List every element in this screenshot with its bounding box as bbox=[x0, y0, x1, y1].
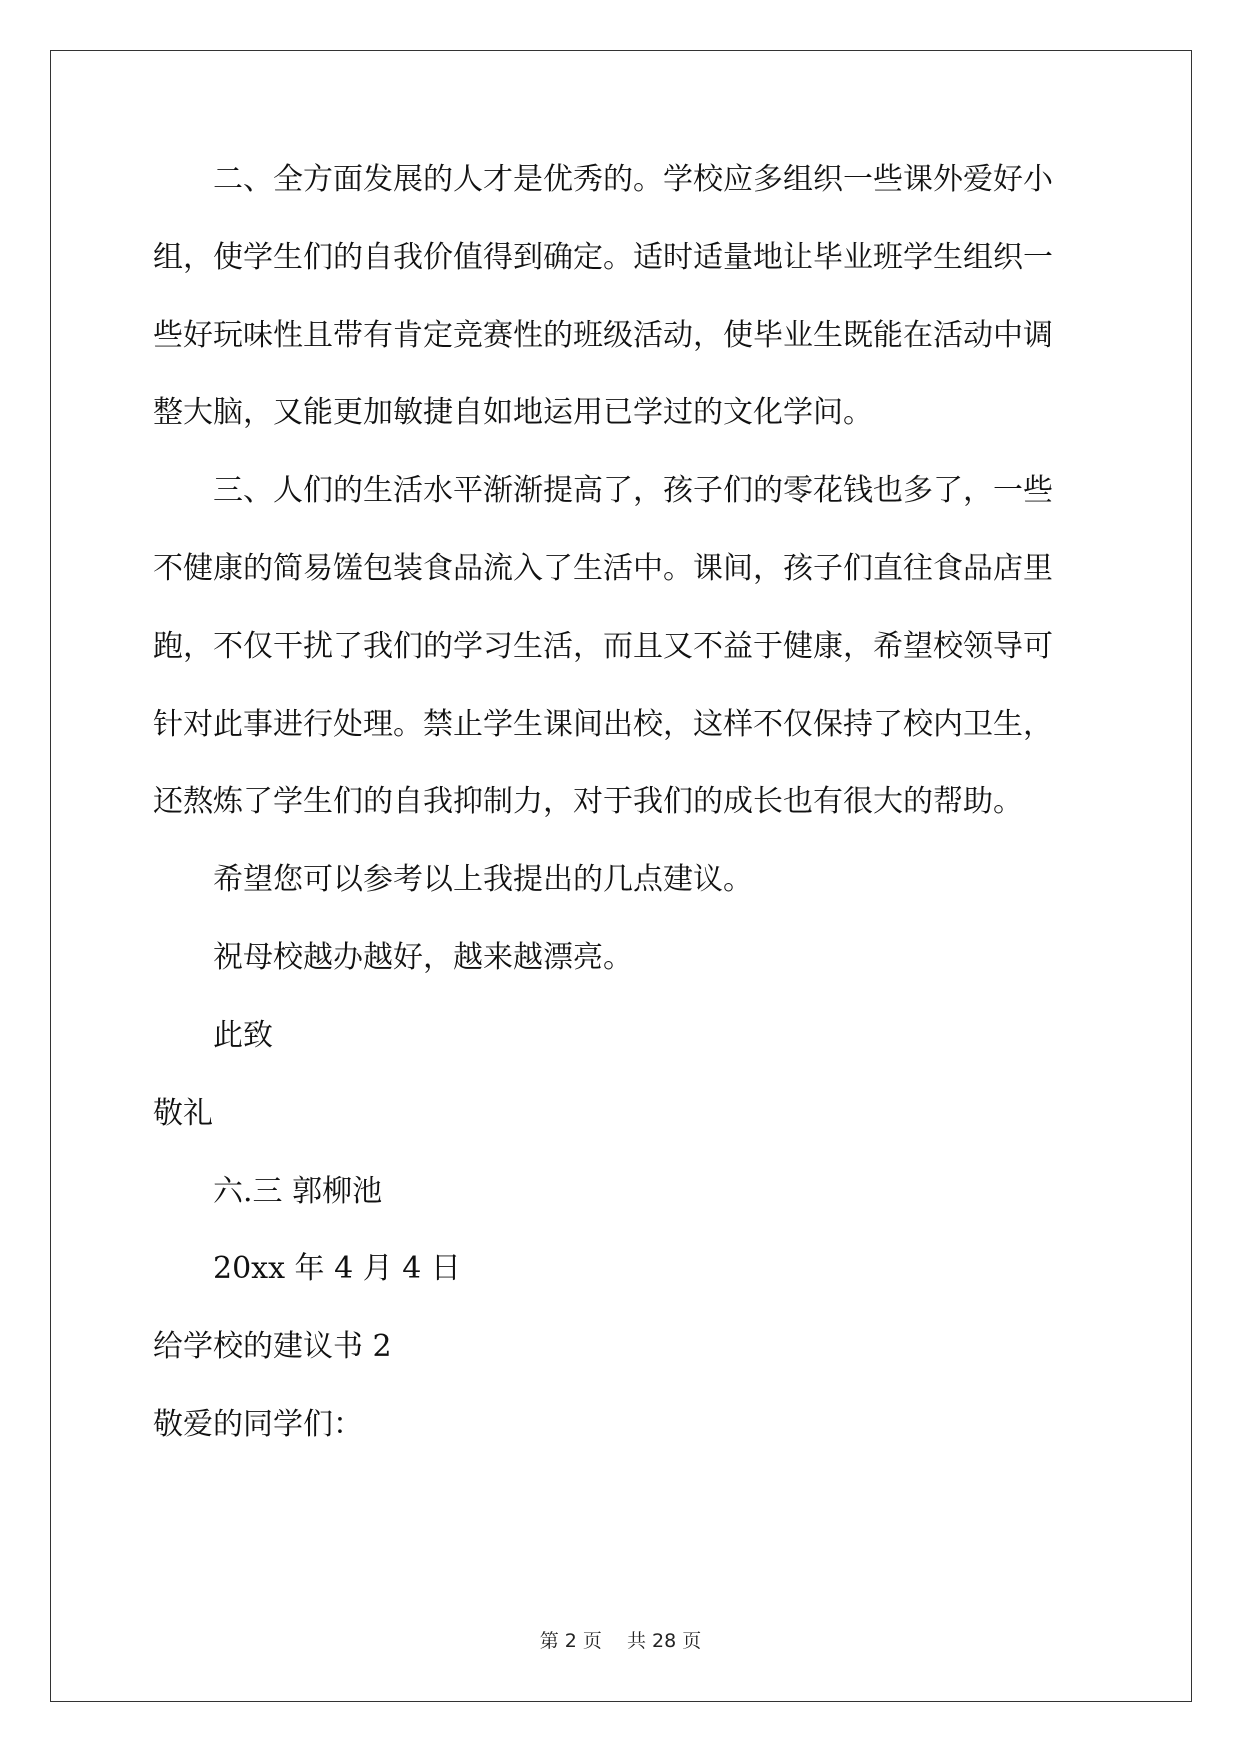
salutation-line: 敬爱的同学们： bbox=[153, 1407, 363, 1442]
paragraph-line: 些好玩味性且带有肯定竞赛性的班级活动，使毕业生既能在活动中调 bbox=[153, 318, 1053, 353]
paragraph-line: 二、全方面发展的人才是优秀的。学校应多组织一些课外爱好小 bbox=[153, 162, 1053, 197]
paragraph-line: 希望您可以参考以上我提出的几点建议。 bbox=[153, 862, 753, 897]
paragraph-line: 不健康的简易馐包装食品流入了生活中。课间，孩子们直往食品店里 bbox=[153, 551, 1053, 586]
closing-line: 敬礼 bbox=[153, 1096, 213, 1131]
paragraph-line: 整大脑，又能更加敏捷自如地运用已学过的文化学问。 bbox=[153, 395, 873, 430]
signature-line: 六.三 郭柳池 bbox=[153, 1174, 383, 1209]
paragraph-line: 组，使学生们的自我价值得到确定。适时适量地让毕业班学生组织一 bbox=[153, 240, 1053, 275]
page-number: 第 2 页 共 28 页 bbox=[539, 1630, 702, 1652]
paragraph-line: 针对此事进行处理。禁止学生课间出校，这样不仅保持了校内卫生， bbox=[153, 707, 1053, 742]
date-line: 20xx 年 4 月 4 日 bbox=[153, 1251, 461, 1286]
paragraph-line: 跑，不仅干扰了我们的学习生活，而且又不益于健康，希望校领导可 bbox=[153, 629, 1053, 664]
closing-line: 此致 bbox=[153, 1018, 273, 1053]
section-title: 给学校的建议书 2 bbox=[153, 1329, 392, 1364]
paragraph-line: 还熬炼了学生们的自我抑制力，对于我们的成长也有很大的帮助。 bbox=[153, 784, 1023, 819]
paragraph-line: 祝母校越办越好，越来越漂亮。 bbox=[153, 940, 633, 975]
paragraph-line: 三、人们的生活水平渐渐提高了，孩子们的零花钱也多了，一些 bbox=[153, 473, 1053, 508]
